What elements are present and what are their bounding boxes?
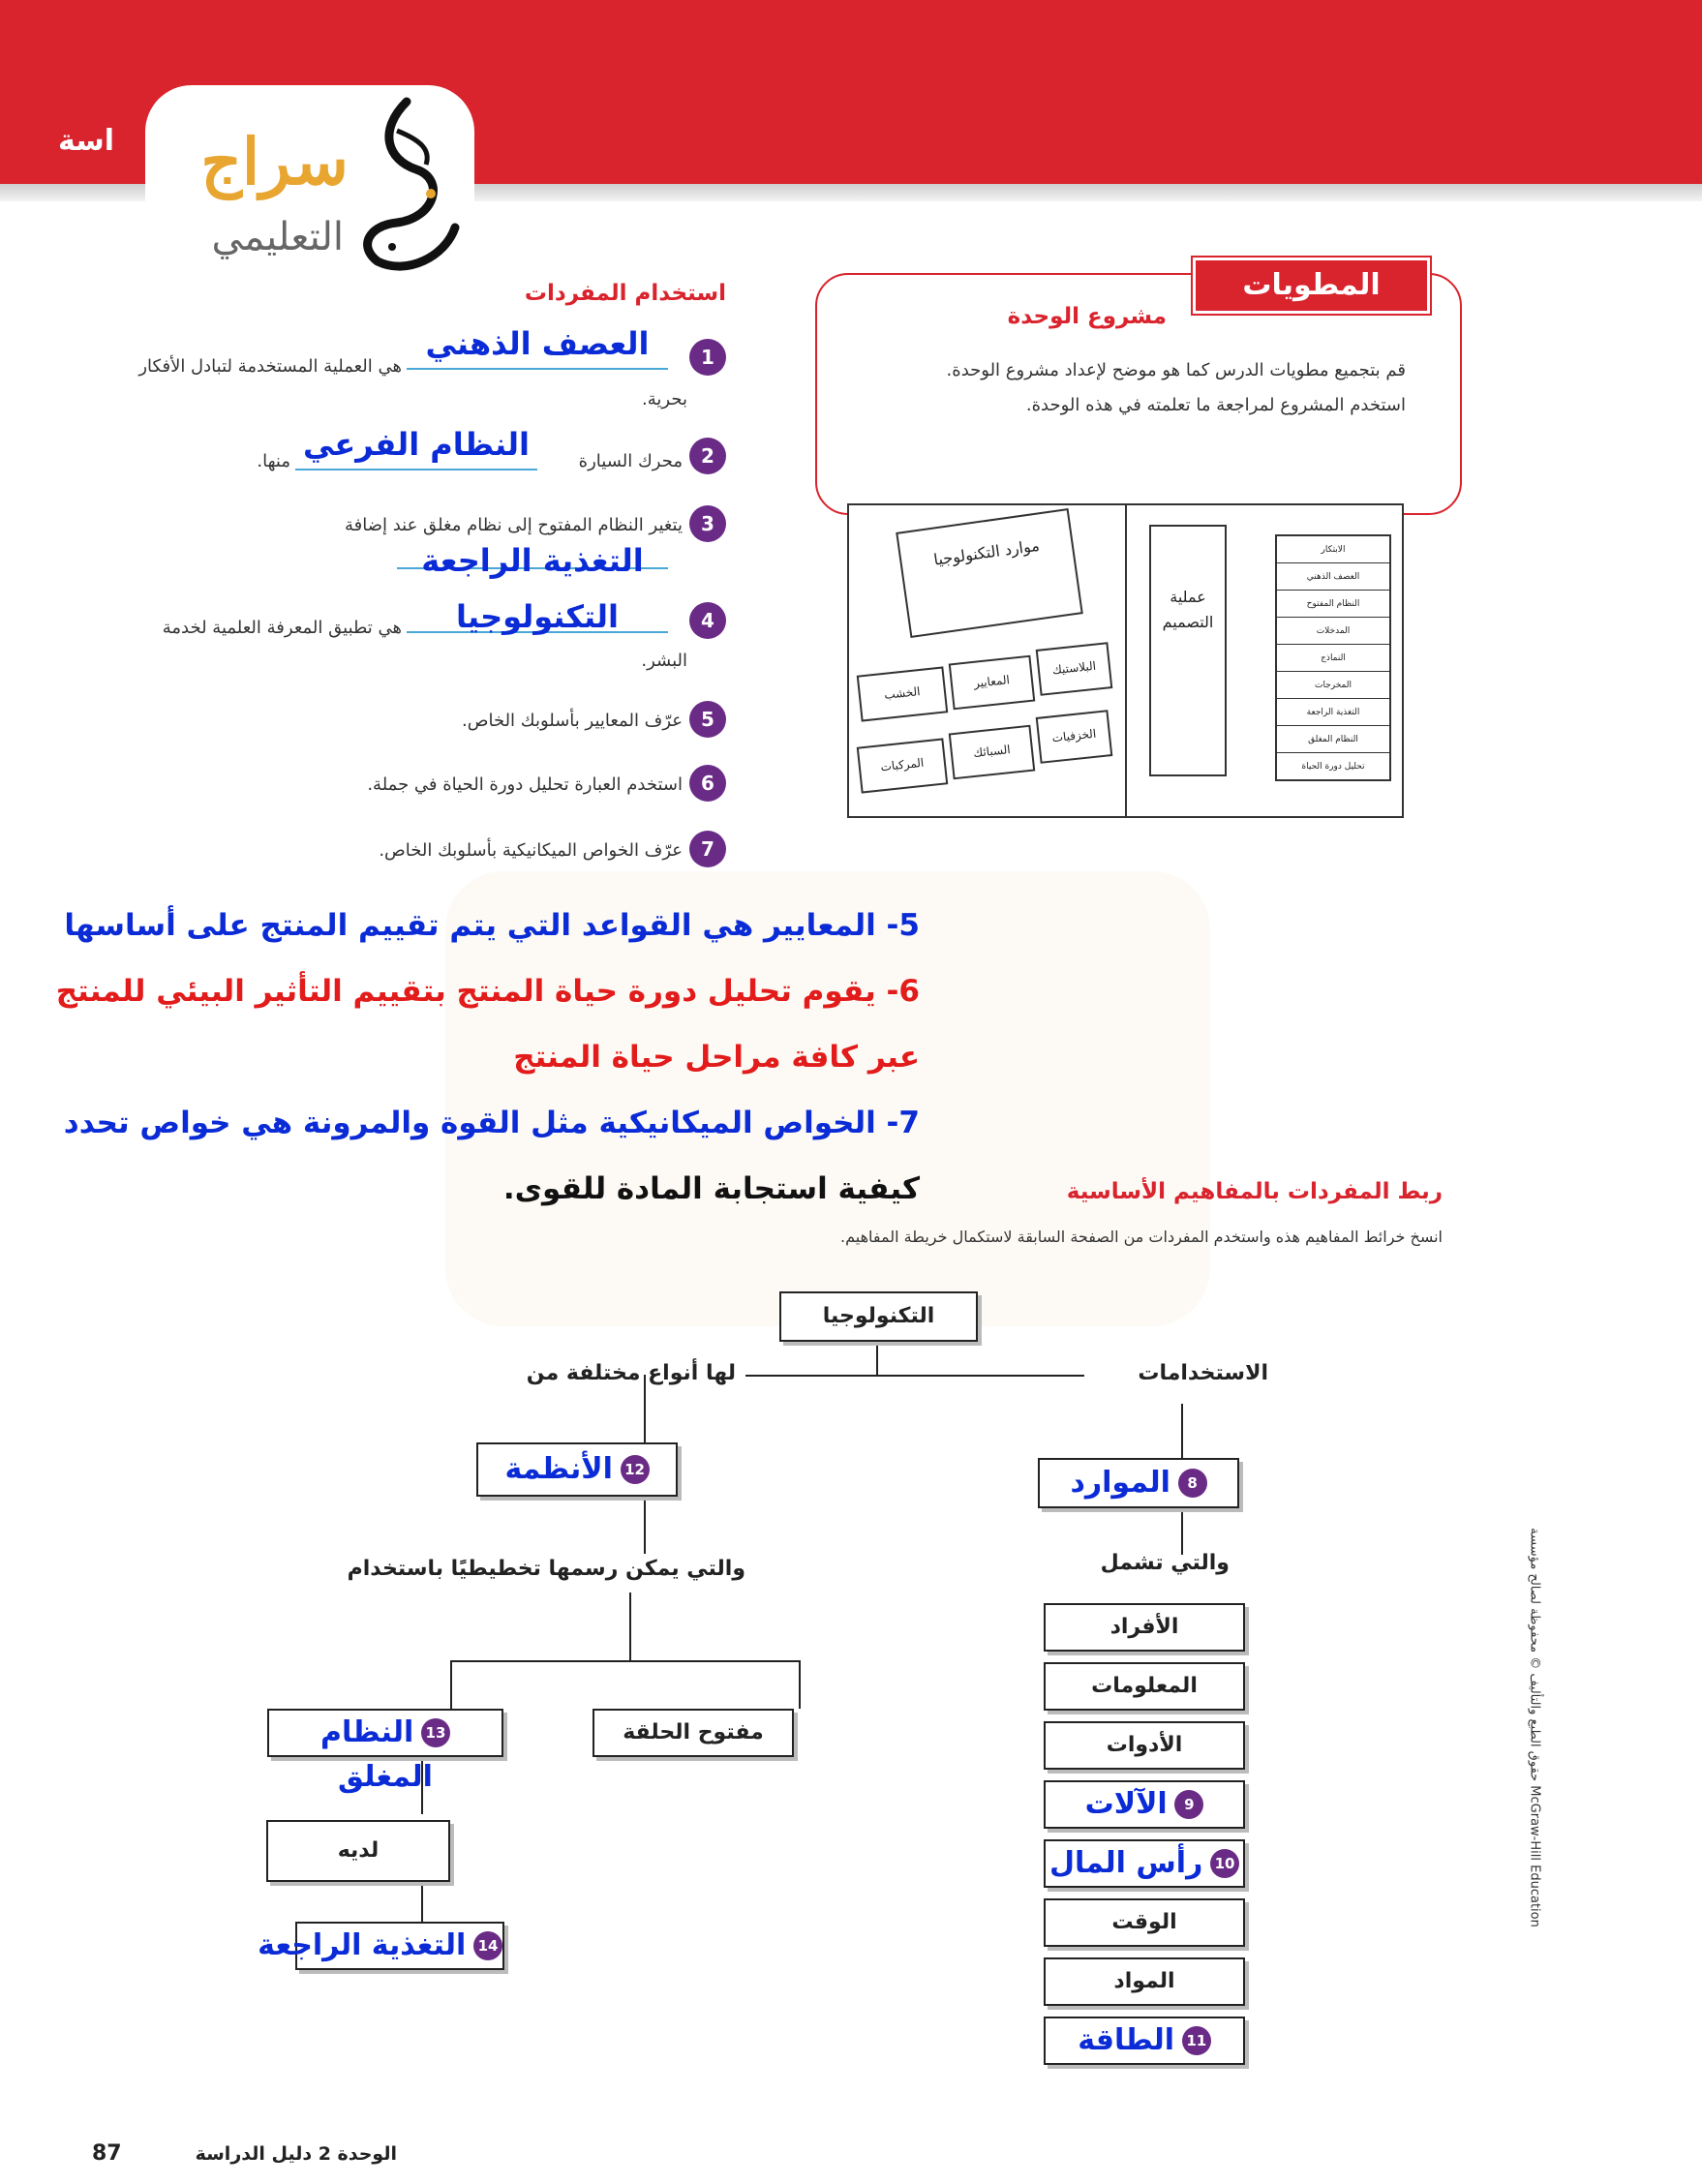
foldable-card: المركبات	[857, 738, 949, 793]
concept-number-11: 11	[1182, 2026, 1211, 2055]
vocab-number-3: 3	[689, 505, 726, 542]
vocab-blank-2	[295, 469, 537, 470]
side-copyright: حقوق الطبع والتأليف © محفوظة لصالح مؤسسة McGraw-Hill Education	[1527, 1528, 1542, 1927]
foldable-tab: العصف الذهني	[1277, 563, 1389, 591]
vocab-text-5: عرّف المعايير بأسلوبك الخاص.	[461, 711, 683, 731]
foldable-tab: المدخلات	[1277, 618, 1389, 645]
connector	[450, 1660, 799, 1662]
foldable-tabs	[1275, 534, 1391, 781]
concept-number-8: 8	[1178, 1469, 1207, 1498]
concept-number-13: 13	[421, 1718, 450, 1747]
concept-resource: الأدوات	[1044, 1721, 1245, 1770]
connector	[799, 1660, 801, 1709]
answer-7-line-2: كيفية استجابة المادة للقوى.	[502, 1171, 920, 1206]
connector	[1181, 1506, 1183, 1555]
concept-number-12: 12	[621, 1455, 650, 1484]
vocab-answer-1: العصف الذهني	[425, 325, 650, 362]
foldable-tab: التغذية الراجعة	[1277, 699, 1389, 726]
concept-14	[258, 1922, 504, 1970]
foldable-card: الخشب	[857, 666, 949, 721]
concept-11	[1044, 2017, 1245, 2065]
vocab-text-4: هي تطبيق المعرفة العلمية لخدمة	[162, 618, 402, 638]
concept-number-9: 9	[1174, 1790, 1203, 1819]
logo-subtitle: التعليمي	[211, 215, 344, 259]
foldable-tab: النظام المفتوح	[1277, 591, 1389, 618]
foldables-line-1: قم بتجميع مطويات الدرس كما هو موضح لإعداد مشروع الوحدة.	[946, 360, 1406, 380]
link-drawn: والتي يمكن رسمها تخطيطيًا باستخدام	[347, 1557, 745, 1581]
connector	[876, 1340, 878, 1375]
link-includes: والتي تشمل	[1100, 1551, 1230, 1575]
vocab-number-5: 5	[689, 701, 726, 738]
concept-12	[476, 1442, 678, 1497]
foldable-card: المعايير	[949, 655, 1036, 711]
concept-13	[267, 1709, 503, 1794]
concept-number-10: 10	[1210, 1849, 1239, 1878]
vocab-number-2: 2	[689, 438, 726, 474]
vocab-text-1: هي العملية المستخدمة لتبادل الأفكار	[138, 356, 402, 377]
foldable-tab: تحليل دورة الحياة	[1301, 762, 1365, 772]
vocab-blank-1	[407, 368, 668, 370]
page-number: 87	[92, 2141, 122, 2166]
vocab-cont-4: البشر.	[641, 651, 687, 671]
foldable-card-process: عملية التصميم	[1149, 525, 1227, 776]
vocab-number-7: 7	[689, 831, 726, 867]
concept-10	[1044, 1839, 1245, 1888]
connector	[450, 1660, 452, 1709]
connector	[1181, 1404, 1183, 1462]
vocab-title: استخدام المفردات	[524, 281, 726, 306]
vocab-text-2a: محرك السيارة	[578, 451, 683, 471]
foldable-tab: النماذج	[1277, 645, 1389, 672]
concept-root: التكنولوجيا	[779, 1291, 978, 1342]
concept-8	[1038, 1458, 1239, 1508]
link-types: لها أنواع مختلفة من	[526, 1361, 736, 1385]
vocab-number-1: 1	[689, 339, 726, 376]
foldable-card: السبائك	[949, 725, 1036, 780]
header-band-text: اسة	[58, 124, 114, 158]
foldable-tab: الابتكار	[1277, 536, 1389, 563]
answer-6-line-1: 6- يقوم تحليل دورة حياة المنتج بتقييم التأثير البيئي للمنتج	[55, 974, 920, 1009]
answer-5: 5- المعايير هي القواعد التي يتم تقييم المنتج على أساسها	[64, 908, 920, 943]
concept-resource: الوقت	[1044, 1898, 1245, 1947]
foldables-subtitle: مشروع الوحدة	[1007, 304, 1167, 329]
vocab-text-2b: منها.	[257, 451, 290, 471]
concept-answer-12: الأنظمة	[504, 1452, 613, 1486]
foldables-line-2: استخدم المشروع لمراجعة ما تعلمته في هذه الوحدة.	[1025, 395, 1406, 415]
concept-answer-9: الآلات	[1084, 1787, 1168, 1821]
foldable-spine	[1125, 505, 1127, 816]
foldable-tab: النظام المغلق	[1277, 726, 1389, 753]
vocab-text-6: استخدم العبارة تحليل دورة الحياة في جملة.	[367, 774, 683, 795]
foldable-illustration	[847, 503, 1404, 818]
vocab-text-3: يتغير النظام المفتوح إلى نظام مغلق عند إضافة	[344, 515, 683, 535]
logo-name: سراج	[200, 124, 349, 199]
foldable-card-main: موارد التكنولوجيا	[896, 508, 1083, 638]
concept-9	[1044, 1780, 1245, 1829]
concept-number-14: 14	[473, 1931, 502, 1960]
concept-answer-13: النظام المغلق	[320, 1715, 433, 1794]
calligraphy-logo-icon	[339, 92, 474, 276]
concept-has: لديه	[266, 1820, 450, 1882]
connector	[629, 1592, 631, 1660]
connector	[644, 1496, 646, 1554]
vocab-answer-2: النظام الفرعي	[303, 426, 530, 463]
connector	[745, 1375, 1084, 1377]
side-copyright-wrap	[1522, 1423, 1547, 2043]
concept-answer-14: التغذية الراجعة	[258, 1928, 467, 1962]
vocab-cont-1: بحرية.	[642, 389, 687, 410]
vocab-answer-3: التغذية الراجعة	[421, 542, 644, 579]
link-uses: الاستخدامات	[1138, 1361, 1268, 1385]
concept-answer-8: الموارد	[1070, 1466, 1170, 1500]
footer-unit: الوحدة 2 دليل الدراسة	[195, 2143, 397, 2165]
concept-resource: الأفراد	[1044, 1603, 1245, 1652]
foldable-card: البلاستيك	[1036, 642, 1113, 696]
foldable-tab: المخرجات	[1277, 672, 1389, 699]
answer-6-line-2: عبر كافة مراحل حياة المنتج	[513, 1040, 920, 1075]
vocab-answer-4: التكنولوجيا	[456, 598, 619, 635]
concept-answer-11: الطاقة	[1078, 2023, 1175, 2057]
foldables-tag: المطويات	[1193, 258, 1430, 314]
concept-resource: المعلومات	[1044, 1662, 1245, 1711]
vocab-number-6: 6	[689, 765, 726, 802]
vocab-number-4: 4	[689, 602, 726, 639]
answer-7-line-1: 7- الخواص الميكانيكية مثل القوة والمرونة هي خواص تحدد	[63, 1106, 920, 1140]
foldable-cards	[854, 646, 1115, 810]
concepts-instruction: انسخ خرائط المفاهيم هذه واستخدم المفردات من الصفحة السابقة لاستكمال خريطة المفاهيم.	[840, 1228, 1443, 1246]
foldable-card: الخزفيات	[1036, 710, 1113, 764]
concept-resource: المواد	[1044, 1957, 1245, 2006]
concept-open-loop: مفتوح الحلقة	[593, 1709, 794, 1757]
concept-answer-10: رأس المال	[1049, 1846, 1203, 1880]
concepts-title: ربط المفردات بالمفاهيم الأساسية	[1066, 1179, 1443, 1204]
vocab-text-7: عرّف الخواص الميكانيكية بأسلوبك الخاص.	[379, 840, 683, 861]
